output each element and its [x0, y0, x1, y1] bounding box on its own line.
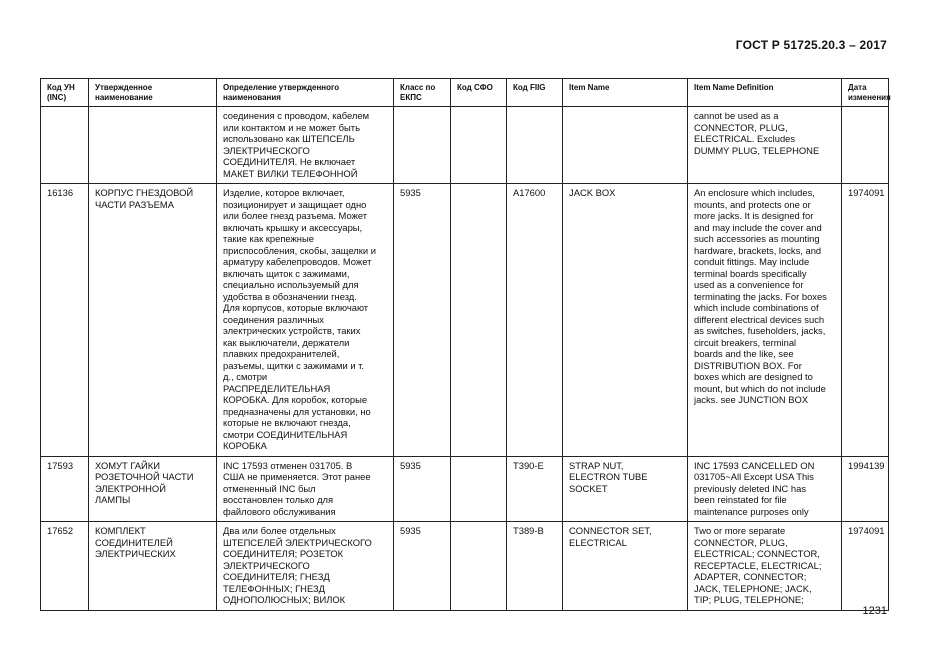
cell-class — [394, 107, 451, 184]
cell-change-date: 1994139 — [842, 456, 889, 522]
item-names-table — [40, 78, 889, 611]
header-approved-name: Утвержденное наименование — [89, 79, 217, 107]
cell-item-name: JACK BOX — [563, 184, 688, 457]
cell-approved-name: КОРПУС ГНЕЗДОВОЙ ЧАСТИ РАЗЪЕМА — [89, 184, 217, 457]
cell-item-name: CONNECTOR SET, ELECTRICAL — [563, 522, 688, 611]
cell-sfo — [451, 107, 507, 184]
cell-sfo — [451, 522, 507, 611]
table-header-row — [41, 79, 889, 107]
header-item-name-definition: Item Name Definition — [688, 79, 842, 107]
cell-sfo — [451, 184, 507, 457]
header-item-name: Item Name — [563, 79, 688, 107]
table-row — [41, 456, 889, 522]
cell-fiig — [507, 107, 563, 184]
cell-fiig: T389-B — [507, 522, 563, 611]
cell-change-date: 1974091 — [842, 184, 889, 457]
cell-definition: INC 17593 отменен 031705. В США не применяется. Этот ранее отмененный INC был восстановлен только для файлового обслуживания — [217, 456, 394, 522]
cell-fiig: T390-E — [507, 456, 563, 522]
header-inc: Код УН (INC) — [41, 79, 89, 107]
cell-item-name — [563, 107, 688, 184]
cell-item-name: STRAP NUT, ELECTRON TUBE SOCKET — [563, 456, 688, 522]
cell-item-name-definition: cannot be used as a CONNECTOR, PLUG, ELECTRICAL. Excludes DUMMY PLUG, TELEPHONE — [688, 107, 842, 184]
cell-inc: 17652 — [41, 522, 89, 611]
cell-change-date: 1974091 — [842, 522, 889, 611]
cell-class: 5935 — [394, 522, 451, 611]
cell-class: 5935 — [394, 184, 451, 457]
cell-item-name-definition: Two or more separate CONNECTOR, PLUG, ELECTRICAL; CONNECTOR, RECEPTACLE, ELECTRICAL; ADAPTER, CONNECTOR; JACK, TELEPHONE; JACK, TIP; PLUG, TELEPHONE; — [688, 522, 842, 611]
header-sfo: Код СФО — [451, 79, 507, 107]
cell-inc: 17593 — [41, 456, 89, 522]
header-class: Класс по ЕКПС — [394, 79, 451, 107]
cell-item-name-definition: INC 17593 CANCELLED ON 031705~All Except USA This previously deleted INC has been reinstated for file maintenance purposes only — [688, 456, 842, 522]
table-row — [41, 184, 889, 457]
table-row — [41, 522, 889, 611]
page-number: 1231 — [862, 605, 887, 617]
cell-definition: соединения с проводом, кабелем или контактом и не может быть использовано как ШТЕПСЕЛЬ ЭЛЕКТРИЧЕСКОГО СОЕДИНИТЕЛЯ. Не включает МАКЕТ ВИЛКИ ТЕЛЕФОННОЙ — [217, 107, 394, 184]
cell-item-name-definition: An enclosure which includes, mounts, and protects one or more jacks. It is designed for and may include the cover and such accessories as mounting hardware, brackets, locks, and conduit fittings. May include terminal boards specifically used as a convenience for terminating the jacks. For boxes which include combinations of different electrical devices such as switches, fuseholders, jacks, circuit breakers, terminal boards and the like, see DISTRIBUTION BOX. For boxes which are designed to mount, but which do not include jacks. see JUNCTION BOX — [688, 184, 842, 457]
cell-approved-name: КОМПЛЕКТ СОЕДИНИТЕЛЕЙ ЭЛЕКТРИЧЕСКИХ — [89, 522, 217, 611]
cell-class: 5935 — [394, 456, 451, 522]
header-change-date: Дата изменения — [842, 79, 889, 107]
cell-definition: Два или более отдельных ШТЕПСЕЛЕЙ ЭЛЕКТРИЧЕСКОГО СОЕДИНИТЕЛЯ; РОЗЕТОК ЭЛЕКТРИЧЕСКОГО СОЕДИНИТЕЛЯ; ГНЕЗД ТЕЛЕФОННЫХ; ГНЕЗД ОДНОПОЛЮСНЫХ; ВИЛОК — [217, 522, 394, 611]
cell-inc: 16136 — [41, 184, 89, 457]
cell-fiig: A17600 — [507, 184, 563, 457]
cell-definition: Изделие, которое включает, позиционирует и защищает одно или более гнезд разъема. Может включать крышку и аксессуары, такие как крепежные приспособления, скобы, защелки и арматуру кабелепроводов. Может включать щиток с зажимами, специально используемый для удобства в обозначении гнезд. Для корпусов, которые включают соединения различных электрических устройств, таких как выключатели, держатели плавких предохранителей, разъемы, щитки с зажимами и т. д., смотри РАСПРЕДЕЛИТЕЛЬНАЯ КОРОБКА. Для коробок, которые предназначены для установки, но которые не включают гнезда, смотри СОЕДИНИТЕЛЬНАЯ КОРОБКА — [217, 184, 394, 457]
cell-approved-name: ХОМУТ ГАЙКИ РОЗЕТОЧНОЙ ЧАСТИ ЭЛЕКТРОННОЙ ЛАМПЫ — [89, 456, 217, 522]
cell-sfo — [451, 456, 507, 522]
document-title: ГОСТ Р 51725.20.3 – 2017 — [735, 38, 887, 52]
cell-approved-name — [89, 107, 217, 184]
cell-change-date — [842, 107, 889, 184]
table-row — [41, 107, 889, 184]
cell-inc — [41, 107, 89, 184]
header-definition: Определение утвержденного наименования — [217, 79, 394, 107]
header-fiig: Код FIIG — [507, 79, 563, 107]
